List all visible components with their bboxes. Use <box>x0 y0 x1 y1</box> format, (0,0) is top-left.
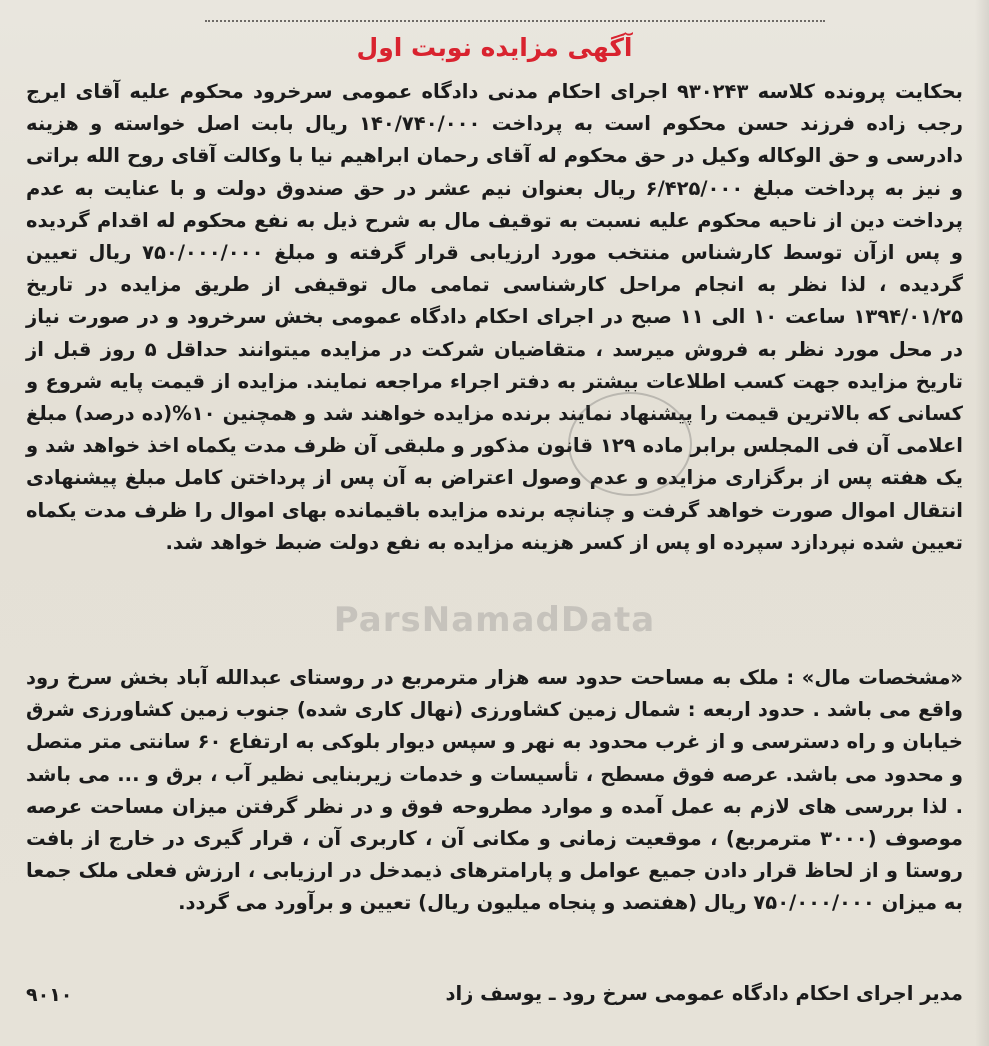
property-specifications: «مشخصات مال» : ملک به مساحت حدود سه هزار مترمربع در روستای عبدالله آباد بخش سرخ رود واقع می باشد . حدود اربعه : شمال زمین کشاورزی (نهال کاری شده) جنوب زمین کشاورزی شرق خیابان و راه دسترسی و از غرب محدود به نهر و سپس دیوار بلوکی به ارتفاع ۶۰ سانتی متر متصل و محدود می باشد. عرصه فوق مسطح ، تأسیسات و خدمات زیربنایی نظیر آب ، برق و ... می باشد . لذا بررسی های لازم به عمل آمده و موارد مطروحه فوق و در نظر گرفتن میزان مساحت عرصه موصوف (۳۰۰۰ مترمربع) ، موقعیت زمانی و مکانی آن ، کاربری آن ، قرار گیری در خارج از بافت روستا و از لحاظ قرار دادن جمیع عوامل و پارامترهای ذیمدخل در ارزیابی ، ارزش فعلی ملک جمعا به میزان ۷۵۰/۰۰۰/۰۰۰ ریال (هفتصد و پنجاه میلیون ریال) تعیین و برآورد می گردد. <box>26 666 963 915</box>
notice-title: آگهی مزایده نوبت اول <box>356 33 633 62</box>
page-edge-shadow <box>975 0 989 1046</box>
ad-code-number: ۹۰۱۰ <box>26 984 73 1006</box>
signature-line: مدیر اجرای احکام دادگاه عمومی سرخ رود ـ یوسف زاد <box>445 982 963 1005</box>
watermark: ParsNamadData <box>333 600 656 640</box>
notice-body: بحکایت پرونده کلاسه ۹۳۰۲۴۳ اجرای احکام مدنی دادگاه عمومی سرخرود محکوم علیه آقای ایرج رجب زاده فرزند حسن محکوم است به پرداخت ۱۴۰/۷۴۰/۰۰۰ ریال بابت اصل خواسته و هزینه دادرسی و حق الوکاله وکیل در حق محکوم له آقای رحمان ابراهیم نیا با وکالت آقای روح الله براتی و نیز به پرداخت مبلغ ۶/۴۲۵/۰۰۰ ریال بعنوان نیم عشر در حق صندوق دولت و با عنایت به عدم پرداخت دین از ناحیه محکوم علیه نسبت به توقیف مال به شرح ذیل به نفع محکوم له اقدام گردیده و پس ازآن توسط کارشناس منتخب مورد ارزیابی قرار گرفته و مبلغ ۷۵۰/۰۰۰/۰۰۰ ریال تعیین گردیده ، لذا نظر به انجام مراحل کارشناسی تمامی مال توقیفی از طریق مزایده در تاریخ ۱۳۹۴/۰۱/۲۵ ساعت ۱۰ الی ۱۱ صبح در اجرای احکام دادگاه عمومی بخش سرخرود و در صورت نیاز در محل مورد نظر به فروش میرسد ، متقاضیان شرکت در مزایده میتوانند حداقل ۵ روز قبل از تاریخ مزایده جهت کسب اطلاعات بیشتر به دفتر اجراء مراجعه نمایند. مزایده از قیمت پایه شروع و کسانی که بالاترین قیمت را پیشنهاد نمایند برنده مزایده خواهند شد و همچنین ۱۰%(ده درصد) مبلغ اعلامی آن فی المجلس برابر ماده ۱۲۹ قانون مذکور و ملبقی آن ظرف مدت یکماه اخذ خواهد شد و یک هفته پس از برگزاری مزایده و عدم وصول اعتراض به آن پس از پرداختن کامل مبلغ پیشنهادی انتقال اموال صورت خواهد گرفت و چنانچه برنده مزایده باقیمانده بهای اموال را ظرف مدت یکماه تعیین شده نپردازد سپرده او پس از کسر هزینه مزایده به نفع دولت ضبط خواهد شد. <box>26 80 964 554</box>
top-dotted-divider <box>205 20 825 22</box>
